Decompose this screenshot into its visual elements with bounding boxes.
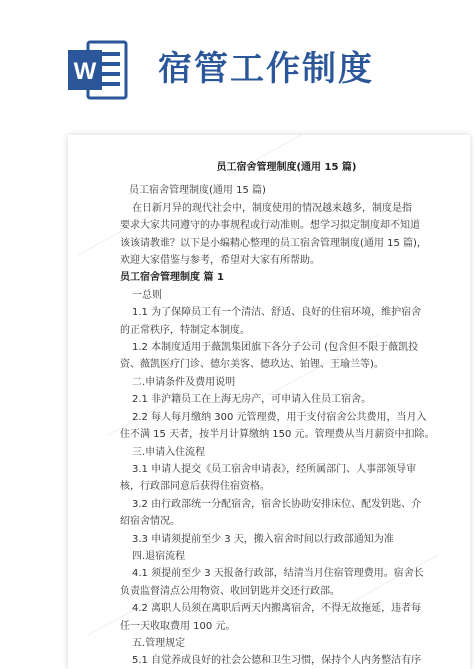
paragraph-line: 任一天收取费用 100 元。 [120,620,236,632]
paragraph-line: 2.1 非沪籍员工在上海无房产，可申请入住员工宿舍。 [132,394,372,406]
paragraph-line: 1.2 本制度适用于薇凯集团旗下各分子公司 (包含但不限于薇凯投 [132,342,419,354]
word-document-icon [66,38,130,102]
paragraph-line: 3.1 申请人提交《员工宿舍申请表》，经所属部门、人事部领导审 [132,463,417,475]
document-banner [0,0,474,135]
paragraph-line: 该该请教谁？以下是小编精心整理的员工宿舍管理制度(通用 15 篇)， [120,237,427,249]
paragraph-line: 二.申请条件及费用说明 [132,376,236,388]
paragraph-line: 在日新月异的现代社会中，制度使用的情况越来越多，制度是指 [132,202,412,214]
paragraph-line: 4.2 离职人员须在离职后两天内搬离宿舍，不得无故拖延，违者每 [132,603,422,615]
paragraph-line: 要求大家共同遵守的办事规程或行动准则。想学习拟定制度却不知道 [120,220,420,232]
paragraph-line: 欢迎大家借鉴与参考，希望对大家有所帮助。 [120,255,320,267]
paragraph-line: 4.1 须提前至少 3 天报备行政部，结清当月住宿管理费用。宿舍长 [132,568,424,580]
svg-text:W: W [73,58,97,85]
paragraph-line: 五.管理规定 [132,637,186,649]
paragraph-line: 资、薇凯医疗门诊、德尔美客、德玖达、铂锂、王瑜兰等)。 [120,359,384,371]
document-body [120,159,453,669]
paragraph-line: 负责监督清点公用物资、收回钥匙并交还行政部。 [120,585,340,597]
document-heading: 员工宿舍管理制度(通用 15 篇) [216,162,357,173]
paragraph-line: 的正常秩序，特制定本制度。 [120,324,250,336]
paragraph-line: 1.1 为了保障员工有一个清洁、舒适、良好的住宿环境，维护宿舍 [132,307,422,319]
paragraph-line: 3.3 申请须提前至少 3 天，搬入宿舍时间以行政部通知为准 [132,533,394,545]
paragraph-line: 5.1 自觉养成良好的社会公德和卫生习惯，保持个人内务整洁有序 [132,655,422,667]
paragraph-line: 住不满 15 天者，按半月计算缴纳 150 元。管理费从当月薪资中扣除。 [120,429,435,441]
paragraph-line: 一总则 [132,289,162,301]
paragraph-line: 核，行政部同意后获得住宿资格。 [120,481,270,493]
paragraph-line: 2.2 每人每月缴纳 300 元管理费，用于支付宿舍公共费用，当月入 [132,411,427,423]
paragraph-line: 员工宿舍管理制度(通用 15 篇) [129,185,266,197]
section-heading: 员工宿舍管理制度 篇 1 [120,272,224,284]
paragraph-line: 绍宿舍情况。 [120,516,180,528]
paragraph-line: 三.申请入住流程 [132,446,206,458]
paragraph-line: 3.2 由行政部统一分配宿舍，宿舍长协助安排床位、配发钥匙、介 [132,498,422,510]
document-title: 宿管工作制度 [158,49,374,89]
document-page [68,135,470,669]
paragraph-line: 四.退宿流程 [132,550,186,562]
